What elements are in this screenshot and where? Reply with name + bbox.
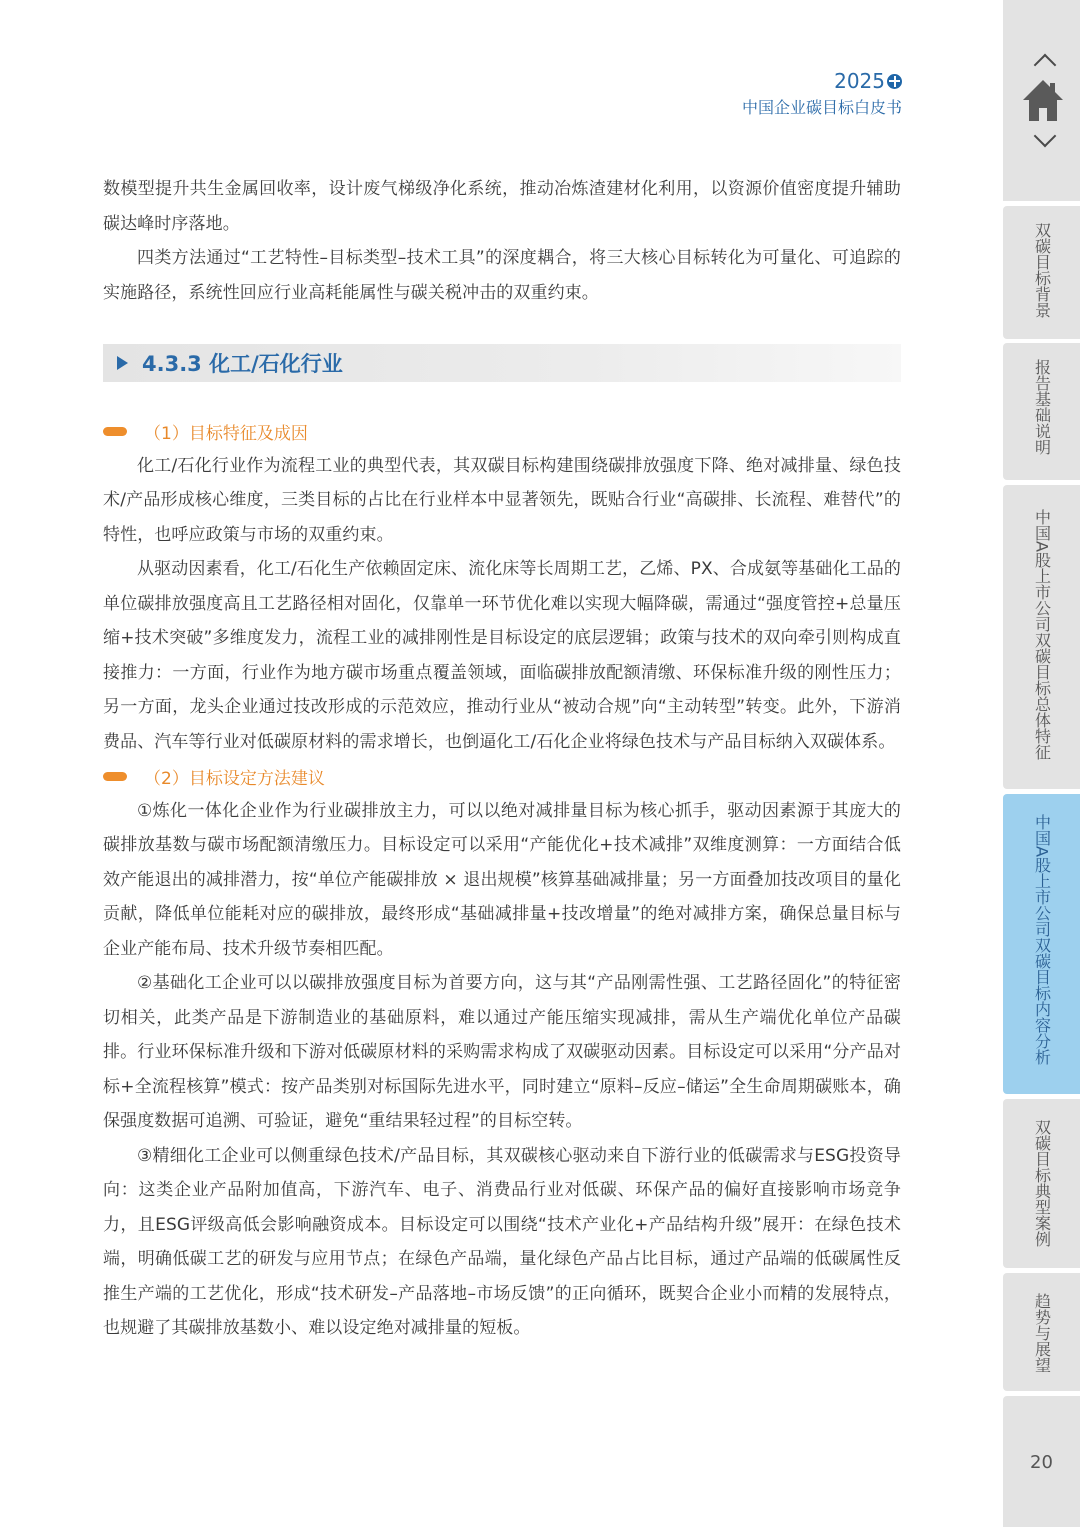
intro-paragraph-2: 四类方法通过“工艺特性–目标类型–技术工具”的深度耦合，将三大核心目标转化为可量化、可追踪的实施路径，系统性回应行业高耗能属性与碳关税冲击的双重约束。 — [103, 248, 901, 303]
subsection-title-1: （1）目标特征及成因 — [144, 423, 308, 444]
triangle-bullet-icon — [117, 356, 128, 370]
sub2-paragraph-2: ②基础化工企业可以以碳排放强度目标为首要方向，这与其“产品刚需性强、工艺路径固化”的特征密切相关，此类产品是下游制造业的基础原料，难以通过产能压缩实现减排，需从生产端优化单位产品碳排。行业环保标准升级和下游对低碳原材料的采购需求构成了双碳驱动因素。目标设定可以采用“分产品对标+全流程核算”模式：按产品类别对标国际先进水平，同时建立“原料–反应–储运”全生命周期碳账本，确保强度数据可追溯、可验证，避免“重结果轻过程”的目标空转。 — [103, 973, 901, 1131]
sidebar-tab-cases[interactable] — [1003, 1099, 1080, 1268]
sub2-paragraph-3: ③精细化工企业可以侧重绿色技术/产品目标，其双碳核心驱动来自下游行业的低碳需求与ESG投资导向：这类企业产品附加值高，下游汽车、电子、消费品行业对低碳、环保产品的偏好直接影响市场竞争力，且ESG评级高低会影响融资成本。目标设定可以围绕“技术产业化+产品结构升级”展开：在绿色技术端，明确低碳工艺的研发与应用节点；在绿色产品端，量化绿色产品占比目标，通过产品端的低碳属性反推生产端的工艺优化，形成“技术研发–产品落地–市场反馈”的正向循环，既契合企业小而精的发展特点，也规避了其碳排放基数小、难以设定绝对减排量的短板。 — [103, 1145, 901, 1338]
subsection-heading-1 — [103, 414, 901, 449]
sidebar-tab-outlook[interactable] — [1003, 1273, 1080, 1391]
section-heading-bar — [103, 344, 901, 382]
sidebar-tab-content-analysis[interactable] — [1003, 794, 1080, 1094]
page-header — [742, 68, 902, 120]
section-title: 4.3.3 化工/石化行业 — [142, 352, 343, 376]
globe-icon — [887, 74, 902, 89]
sidebar-tab-label: 中国A股上市公司双碳目标内容分析 — [1032, 814, 1052, 1065]
sidebar-nav — [1003, 0, 1080, 1527]
sidebar-tab-label: 中国A股上市公司双碳目标总体特征 — [1032, 509, 1052, 760]
sub1-paragraph-2: 从驱动因素看，化工/石化生产依赖固定床、流化床等长周期工艺，乙烯、PX、合成氨等基础化工品的单位碳排放强度高且工艺路径相对固化，仅靠单一环节优化难以实现大幅降碳，需通过“强度管控+总量压缩+技术突破”多维度发力，流程工业的减排刚性是目标设定的底层逻辑；政策与技术的双向牵引则构成直接推力：一方面，行业作为地方碳市场重点覆盖领域，面临碳排放配额清缴、环保标准升级的刚性压力；另一方面，龙头企业通过技改形成的示范效应，推动行业从“被动合规”向“主动转型”转变。此外，下游消费品、汽车等行业对低碳原材料的需求增长，也倒逼化工/石化企业将绿色技术与产品目标纳入双碳体系。 — [103, 559, 901, 752]
header-year — [742, 68, 902, 94]
main-content — [103, 172, 901, 1346]
header-subtitle: 中国企业碳目标白皮书 — [741, 98, 902, 117]
sub1-paragraph-1: 化工/石化行业作为流程工业的典型代表，其双碳目标构建围绕碳排放强度下降、绝对减排量、绿色技术/产品形成核心维度，三类目标的占比在行业样本中显著领先，既贴合行业“高碳排、长流程、难替代”的特性，也呼应政策与市场的双重约束。 — [103, 455, 901, 545]
sidebar-tab-label: 双碳目标典型案例 — [1032, 1119, 1052, 1247]
pill-bullet-icon — [103, 427, 127, 436]
chevron-down-icon[interactable] — [1034, 125, 1057, 148]
intro-paragraph-1: 数模型提升共生金属回收率，设计废气梯级净化系统，推动冶炼渣建材化利用，以资源价值密度提升辅助碳达峰时序落地。 — [103, 179, 901, 234]
home-icon[interactable] — [1023, 80, 1063, 122]
page-number: 20 — [1030, 1452, 1053, 1473]
pill-bullet-icon — [103, 772, 127, 781]
sidebar-tab-basis[interactable] — [1003, 343, 1080, 480]
sidebar-tab-label: 报告基础说明 — [1032, 359, 1052, 455]
subsection-title-2: （2）目标设定方法建议 — [144, 768, 325, 789]
header-year-text: 2025 — [834, 69, 885, 93]
sidebar-tab-label: 双碳目标背景 — [1032, 222, 1052, 318]
sidebar-nav-top — [1003, 0, 1080, 201]
subsection-heading-2 — [103, 759, 901, 794]
sidebar-tab-overall-features[interactable] — [1003, 485, 1080, 789]
chevron-up-icon[interactable] — [1034, 54, 1057, 77]
sub2-paragraph-1: ①炼化一体化企业作为行业碳排放主力，可以以绝对减排量目标为核心抓手，驱动因素源于其庞大的碳排放基数与碳市场配额清缴压力。目标设定可以采用“产能优化+技术减排”双维度测算：一方面结合低效产能退出的减排潜力，按“单位产能碳排放 × 退出规模”核算基础减排量；另一方面叠加技改项目的量化贡献，降低单位能耗对应的碳排放，最终形成“基础减排量+技改增量”的绝对减排方案，确保总量目标与企业产能布局、技术升级节奏相匹配。 — [103, 800, 901, 959]
sidebar-tab-label: 趋势与展望 — [1032, 1293, 1052, 1373]
sidebar-tab-background[interactable] — [1003, 206, 1080, 339]
